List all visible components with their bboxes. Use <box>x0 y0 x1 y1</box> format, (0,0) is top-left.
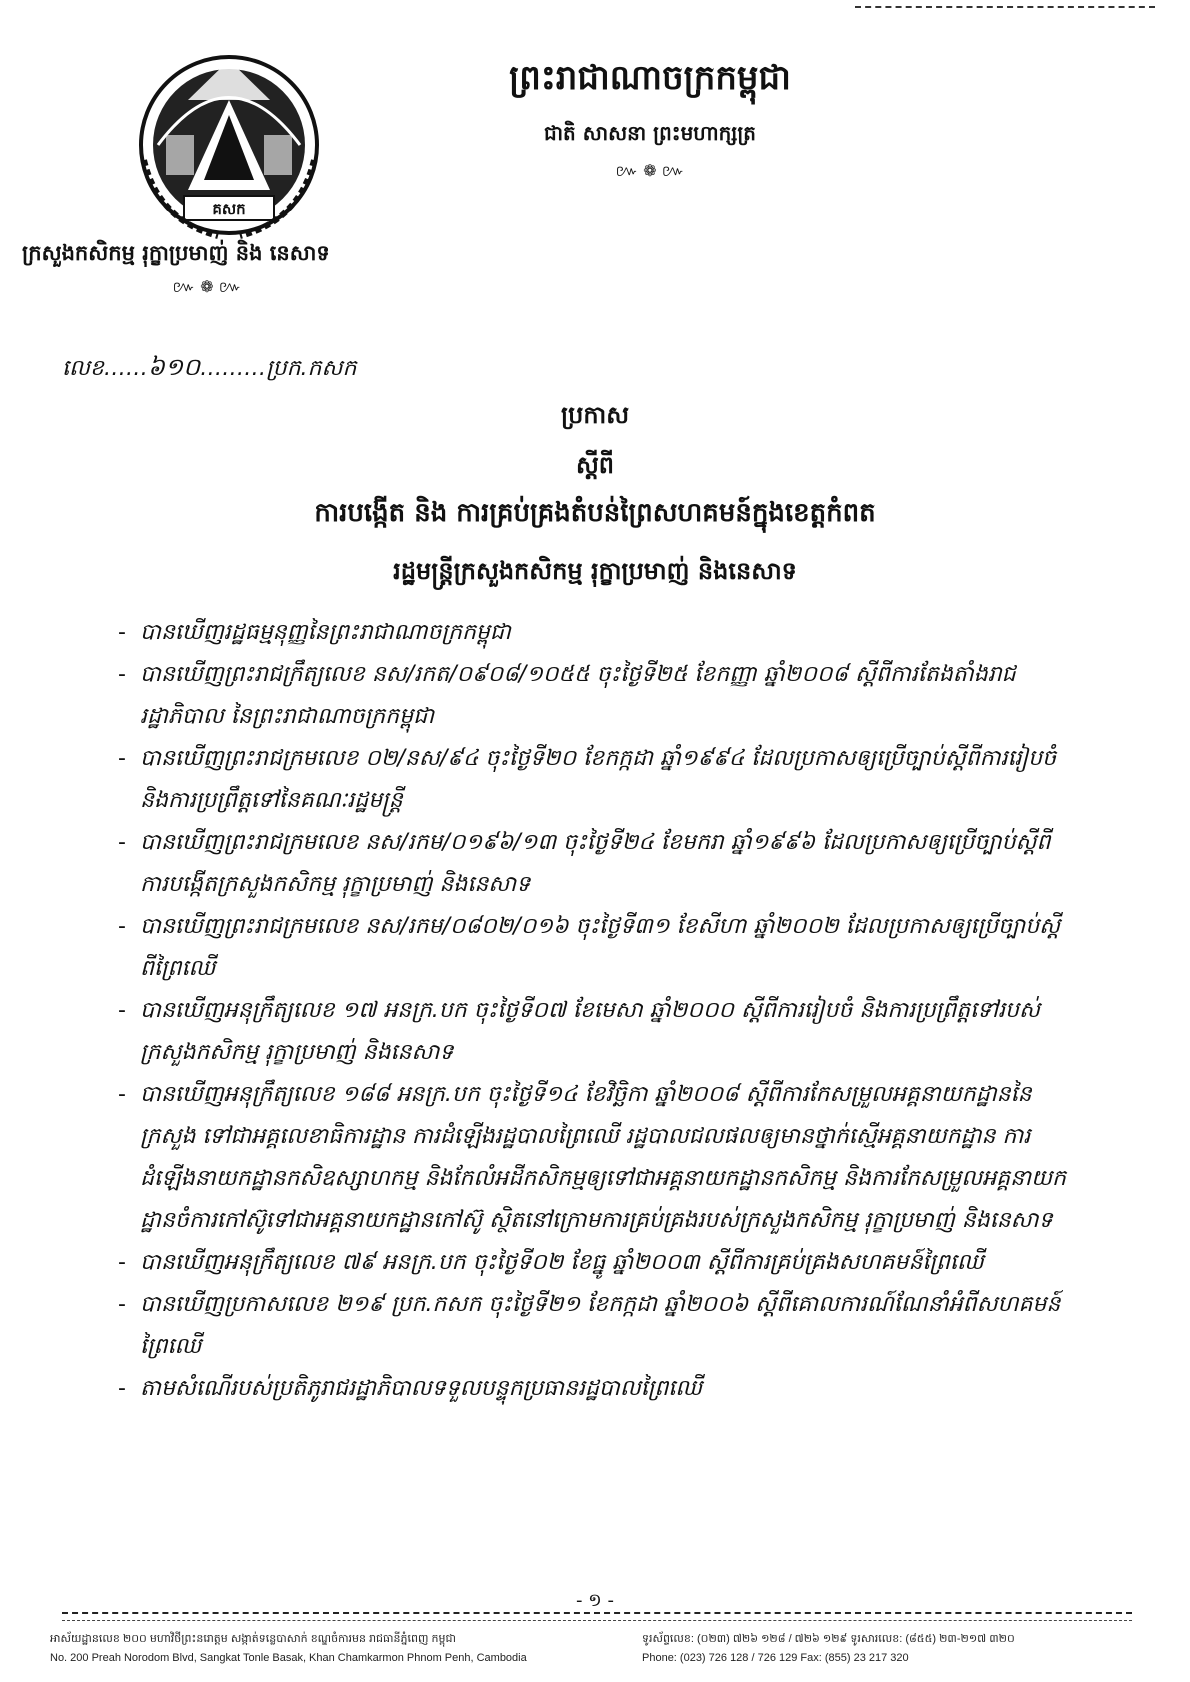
list-item: - បានឃើញអនុក្រឹត្យលេខ ៧៩ អនក្រ.បក ចុះថ្ងៃទី០២ ខែធ្នូ ឆ្នាំ២០០៣ ស្តីពីការគ្រប់គ្រងសហគមន៍ព្រៃឈើ <box>118 1242 1073 1284</box>
footer-divider <box>62 1612 1132 1614</box>
list-item: - បានឃើញអនុក្រឹត្យលេខ ១៧ អនក្រ.បក ចុះថ្ងៃទី០៧ ខែមេសា ឆ្នាំ២០០០ ស្តីពីការរៀបចំ និងការប្រព្រឹត្តទៅរបស់ក្រសួងកសិកម្ម រុក្ខាប្រមាញ់ និងនេសាទ <box>118 990 1073 1074</box>
document-type: ប្រកាស <box>560 401 630 429</box>
list-item: - បានឃើញព្រះរាជក្រមលេខ ០២/នស/៩៤ ចុះថ្ងៃទី២០ ខែកក្កដា ឆ្នាំ១៩៩៤ ដែលប្រកាសឲ្យប្រើច្បាប់ស្តីពីការរៀបចំ និងការប្រព្រឹត្តទៅនៃគណៈរដ្ឋមន្ត្រី <box>118 738 1073 822</box>
reference-number: ៦១០ <box>147 353 201 381</box>
reference-suffix: ប្រក.កសក <box>266 356 357 381</box>
list-item: - បានឃើញរដ្ឋធម្មនុញ្ញនៃព្រះរាជាណាចក្រកម្ពុជា <box>118 612 1073 654</box>
list-item: - បានឃើញអនុក្រឹត្យលេខ ១៨៨ អនក្រ.បក ចុះថ្ងៃទី១៤ ខែវិច្ឆិកា ឆ្នាំ២០០៨ ស្តីពីការកែសម្រួលអគ្គនាយកដ្ឋាននៃក្រសួង ទៅជាអគ្គលេខាធិការដ្ឋាន ការដំឡើងរដ្ឋបាលព្រៃឈើ រដ្ឋបាលជលផលឲ្យមានថ្នាក់ស្មើអគ្គនាយកដ្ឋាន ការដំឡើងនាយកដ្ឋានកសិឧស្សាហកម្ម និងកែលំអដីកសិកម្មឲ្យទៅជាអគ្គនាយកដ្ឋានកសិកម្ម និងការកែសម្រួលអគ្គនាយកដ្ឋានចំការកៅស៊ូទៅជាអគ្គនាយកដ្ឋានកៅស៊ូ ស្ថិតនៅក្រោមការគ្រប់គ្រងរបស់ក្រសួងកសិកម្ម រុក្ខាប្រមាញ់ និងនេសាទ <box>118 1074 1073 1242</box>
footer-address-kh: អាស័យដ្ឋានលេខ ២០០ មហាវិថីព្រះនរោត្តម សង្កាត់ទន្លេបាសាក់ ខណ្ឌចំការមន រាជធានីភ្នំពេញ កម្ពុជា <box>50 1633 456 1645</box>
document-about: ស្តីពី <box>575 451 615 479</box>
legal-basis-list <box>118 612 1073 1410</box>
ministry-emblem <box>118 40 340 240</box>
document-subject: ការបង្កើត និង ការគ្រប់គ្រងតំបន់ព្រៃសហគមន៍ក្នុងខេត្តកំពត <box>314 498 876 528</box>
list-item: - បានឃើញព្រះរាជក្រមលេខ នស/រកម/០៨០២/០១៦ ចុះថ្ងៃទី៣១ ខែសីហា ឆ្នាំ២០០២ ដែលប្រកាសឲ្យប្រើច្បាប់ស្តីពីព្រៃឈើ <box>118 906 1073 990</box>
top-dashed-line <box>855 6 1155 8</box>
list-item: - បានឃើញប្រកាសលេខ ២១៩ ប្រក.កសក ចុះថ្ងៃទី២១ ខែកក្កដា ឆ្នាំ២០០៦ ស្តីពីគោលការណ៍ណែនាំអំពីសហគមន៍ព្រៃឈើ <box>118 1284 1073 1368</box>
page-number: - ១ - <box>575 1590 615 1611</box>
footer-phone-kh: ទូរស័ព្ទលេខ: (០២៣) ៧២៦ ១២៨ / ៧២៦ ១២៩ ទូរសារលេខ: (៨៥៥) ២៣-២១៧ ៣២០ <box>642 1633 1015 1645</box>
footer-divider-secondary <box>62 1620 1132 1621</box>
footer-address <box>50 1630 527 1668</box>
header-ornament: ៚ ❁ ៚ <box>615 161 685 180</box>
footer-address-en: No. 200 Preah Norodom Blvd, Sangkat Tonle Basak, Khan Chamkarmon Phnom Penh, Cambodia <box>50 1652 527 1664</box>
footer-phone-en: Phone: (023) 726 128 / 726 129 Fax: (855) 23 217 320 <box>642 1652 909 1664</box>
reference-number-line: លេខ……៦១០………ប្រក.កសក <box>62 353 357 381</box>
list-item: - តាមសំណើរបស់ប្រតិភូរាជរដ្ឋាភិបាលទទួលបន្ទុកប្រធានរដ្ឋបាលព្រៃឈើ <box>118 1368 1073 1410</box>
footer-contact <box>642 1630 1015 1668</box>
reference-prefix: លេខ <box>62 356 104 381</box>
emblem-text: គសក <box>212 200 246 218</box>
list-item: - បានឃើញព្រះរាជក្រឹត្យលេខ នស/រកត/០៩០៨/១០៥៥ ចុះថ្ងៃទី២៥ ខែកញ្ញា ឆ្នាំ២០០៨ ស្តីពីការតែងតាំងរាជរដ្ឋាភិបាល នៃព្រះរាជាណាចក្រកម្ពុជា <box>118 654 1073 738</box>
list-item: - បានឃើញព្រះរាជក្រមលេខ នស/រកម/០១៩៦/១៣ ចុះថ្ងៃទី២៤ ខែមករា ឆ្នាំ១៩៩៦ ដែលប្រកាសឲ្យប្រើច្បាប់ស្តីពីការបង្កើតក្រសួងកសិកម្ម រុក្ខាប្រមាញ់ និងនេសាទ <box>118 822 1073 906</box>
national-motto: ជាតិ សាសនា ព្រះមហាក្សត្រ <box>544 121 756 145</box>
ministry-name: ក្រសួងកសិកម្ម រុក្ខាប្រមាញ់ និង នេសាទ <box>22 241 330 265</box>
issuing-authority: រដ្ឋមន្ត្រីក្រសួងកសិកម្ម រុក្ខាប្រមាញ់ និងនេសាទ <box>393 557 797 585</box>
ministry-ornament: ៚ ❁ ៚ <box>172 277 242 296</box>
kingdom-title: ព្រះរាជាណាចក្រកម្ពុជា <box>509 58 791 98</box>
